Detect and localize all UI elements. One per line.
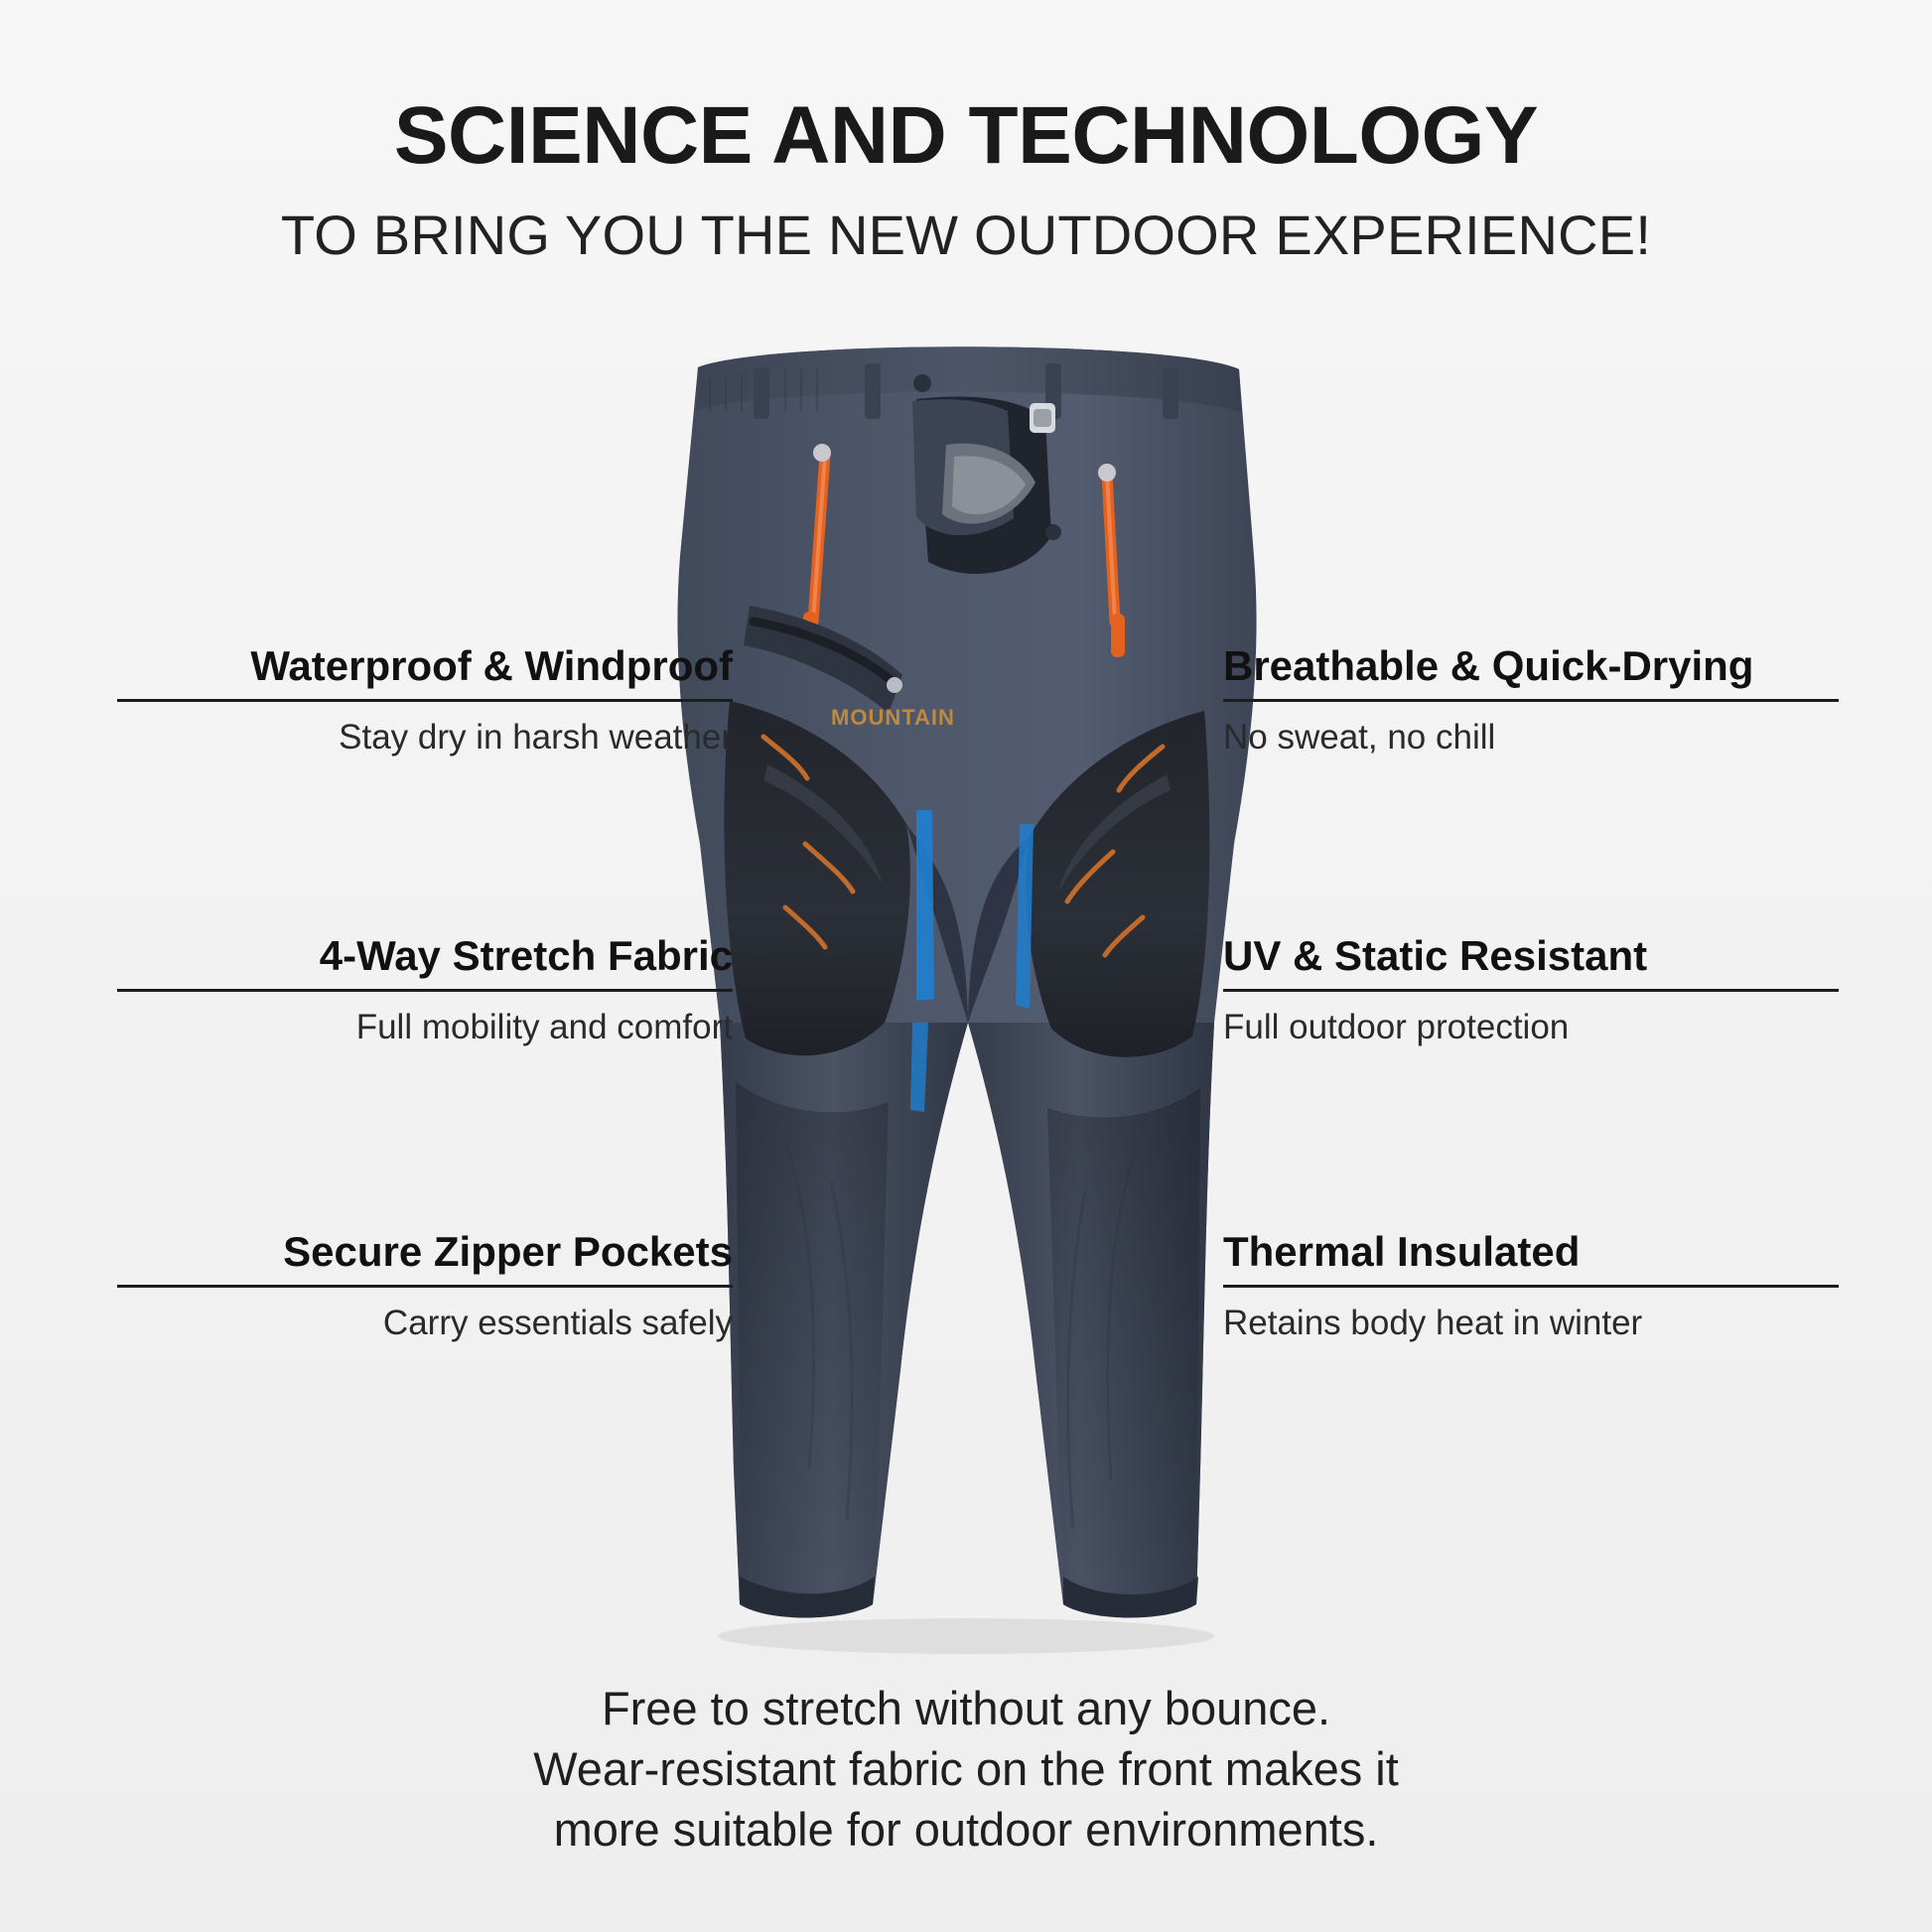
feature-uv-static-resistant — [1223, 933, 1839, 1047]
feature-rule — [117, 1285, 733, 1288]
pocket-rivet — [1045, 524, 1061, 540]
feature-subtitle: Stay dry in harsh weather — [339, 718, 733, 758]
zipper-pull — [1111, 614, 1125, 657]
belt-loop — [865, 363, 881, 419]
page-title: SCIENCE AND TECHNOLOGY — [393, 90, 1539, 181]
feature-rule — [1223, 699, 1839, 702]
brand-logo: MOUNTAIN — [831, 705, 955, 730]
page-subtitle: TO BRING YOU THE NEW OUTDOOR EXPERIENCE! — [280, 204, 1652, 266]
feature-4-way-stretch-fabric — [117, 933, 733, 1047]
zipper-slider — [1098, 464, 1116, 482]
thigh-pocket-zipper-slider — [887, 677, 902, 693]
bottom-caption — [0, 1678, 1932, 1860]
feature-thermal-insulated — [1223, 1229, 1839, 1343]
feature-title: 4-Way Stretch Fabric — [319, 932, 733, 979]
waist-snap — [913, 374, 931, 392]
feature-rule — [117, 989, 733, 992]
feature-title: Waterproof & Windproof — [250, 642, 733, 689]
caption-line-3: more suitable for outdoor environments. — [553, 1803, 1379, 1857]
product-shadow — [718, 1618, 1214, 1654]
feature-subtitle: Full mobility and comfort — [355, 1008, 733, 1047]
feature-subtitle: No sweat, no chill — [1223, 718, 1496, 758]
feature-subtitle: Retains body heat in winter — [1223, 1304, 1643, 1343]
feature-title: Breathable & Quick-Drying — [1223, 642, 1754, 689]
heading-block — [0, 90, 1932, 266]
feature-rule — [1223, 1285, 1839, 1288]
feature-title: UV & Static Resistant — [1223, 932, 1648, 979]
feature-secure-zipper-pockets — [117, 1229, 733, 1343]
caption-line-1: Free to stretch without any bounce. — [601, 1682, 1331, 1734]
feature-title: Secure Zipper Pockets — [283, 1228, 733, 1275]
fly-button-shade — [1034, 409, 1051, 427]
feature-title: Thermal Insulated — [1223, 1228, 1581, 1275]
feature-subtitle: Carry essentials safely — [382, 1304, 733, 1343]
leg-shadow-right — [1047, 1088, 1200, 1614]
feature-subtitle: Full outdoor protection — [1223, 1008, 1570, 1047]
feature-rule — [117, 699, 733, 702]
zipper-slider — [813, 444, 831, 462]
feature-breathable-quick-drying — [1223, 643, 1839, 758]
caption-line-2: Wear-resistant fabric on the front makes it — [533, 1742, 1399, 1796]
feature-rule — [1223, 989, 1839, 992]
feature-waterproof-windproof — [117, 643, 733, 758]
side-accent-blue-left — [916, 810, 934, 1001]
belt-loop — [754, 367, 769, 419]
belt-loop — [1163, 367, 1178, 419]
